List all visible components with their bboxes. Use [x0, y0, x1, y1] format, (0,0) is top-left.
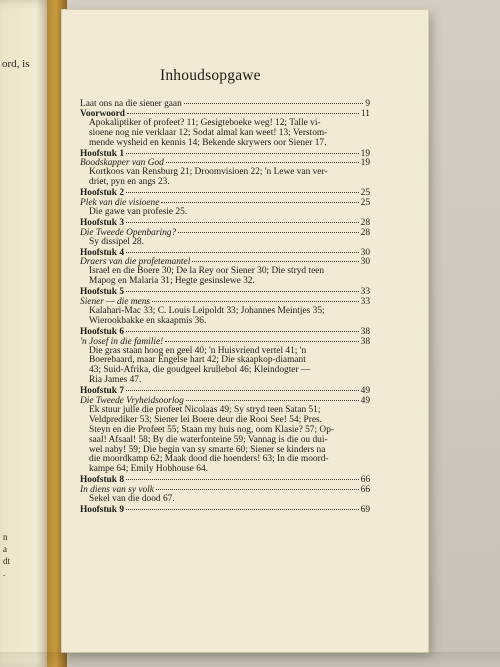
dot-leader: [186, 400, 359, 401]
toc-entry-label: Hoofstuk 1: [80, 148, 125, 159]
toc-description-line: Sy dissipel 28.: [89, 236, 144, 247]
toc-entry: [80, 475, 370, 485]
dot-leader: [126, 252, 359, 253]
toc-description-line: Veldprediker 53; Siener lei Boere deur die Rooi See! 54; Pres.: [89, 414, 323, 425]
toc-description-line: Ria James 47.: [89, 375, 142, 386]
dot-leader: [126, 509, 359, 510]
toc-page-number: 30: [360, 257, 370, 268]
toc-description-line: Wierookbakke en skaapmis 36.: [89, 315, 207, 326]
toc-entry-label: Plek van die visioene: [80, 198, 160, 208]
dot-leader: [166, 162, 359, 163]
toc-description-line: Sekel van die dood 67.: [89, 494, 175, 504]
toc-entry-label: In diens van sy volk: [80, 485, 154, 496]
toc-entry-label: Laat ons na die siener gaan: [80, 99, 182, 109]
toc-entry-label: Die Tweede Openbaring?: [80, 227, 177, 238]
dot-leader: [156, 489, 359, 490]
toc-page-number: 38: [360, 336, 370, 347]
toc-entry-label: Die Tweede Vryheidsoorlog: [80, 396, 184, 406]
toc-description-line: Die gawe van profesie 25.: [89, 206, 188, 217]
toc-description-line: Kortkoos van Rensburg 21; Droomvisioen 22; 'n Lewe van ver-: [89, 167, 328, 178]
toc-page-number: 38: [360, 326, 370, 337]
toc-page-number: 11: [360, 108, 370, 119]
toc-page-number: 33: [360, 297, 370, 307]
toc-description-line: kampe 64; Emily Hobhouse 64.: [89, 464, 208, 475]
toc-entry-label: Siener — die mens: [80, 297, 151, 307]
left-page-fragment: .: [3, 568, 6, 578]
dot-leader: [165, 341, 358, 342]
toc-page-number: 19: [360, 158, 370, 169]
left-page-fragment: n: [3, 532, 8, 542]
toc-entry: [80, 327, 370, 337]
toc-page-number: 25: [360, 188, 370, 199]
dot-leader: [126, 331, 359, 332]
toc-page-number: 66: [360, 485, 370, 496]
toc-entry: [80, 149, 370, 159]
dot-leader: [152, 301, 359, 302]
toc-entry-label: Boodskapper van God: [80, 158, 164, 169]
toc-description-line: Steyn en die Profeet 55; Staan my huis nog, oom Klasie? 57; Op-: [89, 424, 335, 435]
page-title: Inhoudsopgawe: [160, 67, 261, 84]
toc-description-line: Apokaliptiker of profeet? 11; Gesigteboeke weg! 12; Talle vi-: [89, 117, 321, 128]
left-page-fragment: a: [3, 544, 7, 554]
toc-page-number: 25: [360, 198, 370, 208]
toc-page-number: 66: [360, 475, 370, 486]
toc-description-line: Boerebaard, maar Engelse hart 42; Die skaapkop-diamant: [89, 355, 306, 366]
toc-entry-label: Hoofstuk 9: [80, 504, 125, 515]
left-page-fragment: dt: [3, 556, 11, 566]
dot-leader: [126, 222, 359, 223]
toc-description-line: Die gras staan hoog en geel 40; 'n Huisvriend vertel 41; 'n: [89, 345, 307, 356]
bottom-shadow: [0, 652, 500, 667]
toc-entry: [80, 188, 370, 198]
toc-page-number: 19: [360, 148, 370, 159]
toc-entry-label: Hoofstuk 3: [80, 217, 125, 228]
toc-entry-label: Hoofstuk 4: [80, 247, 125, 258]
toc-page-number: 49: [360, 386, 370, 397]
toc-entry: [80, 218, 370, 228]
toc-description-line: die moordkamp 62; Maak dood die hoenders! 63; In die moord-: [89, 454, 329, 465]
toc-page-number: 33: [360, 287, 370, 298]
toc-entry: [80, 386, 370, 396]
toc-page-number: 30: [360, 247, 370, 258]
left-book-page: [0, 0, 52, 667]
toc-description-line: saal! Afsaal! 58; By die waterfonteine 59; Vannag is die ou dui-: [89, 434, 328, 445]
dot-leader: [126, 192, 359, 193]
toc-entry-label: Hoofstuk 5: [80, 287, 125, 298]
dot-leader: [192, 261, 358, 262]
dot-leader: [184, 103, 364, 104]
toc-entry-label: Draers van die profetemantel: [80, 257, 191, 268]
toc-description-line: mende wysheid en kennis 14; Bekende skrywers oor Siener 17.: [89, 137, 327, 148]
dot-leader: [178, 232, 358, 233]
toc-description-line: 43; Suid-Afrika, die goudgeel krullebol 46; Kleindogter —: [89, 365, 311, 376]
toc-entry-label: Voorwoord: [80, 108, 125, 119]
toc-entry: [80, 99, 370, 109]
toc-page-number: 69: [360, 504, 370, 515]
toc-description-line: driet, pyn en angs 23.: [89, 177, 170, 188]
dot-leader: [126, 153, 359, 154]
toc-page-number: 49: [360, 396, 370, 406]
toc-entry: [80, 287, 370, 297]
dot-leader: [127, 113, 359, 114]
toc-description-line: Israel en die Boere 30; De la Rey oor Siener 30; Die stryd teen: [89, 266, 325, 277]
toc-entry-label: Hoofstuk 2: [80, 188, 125, 199]
toc-page-number: 28: [360, 227, 370, 238]
dot-leader: [161, 202, 358, 203]
toc-description-line: sioene nog nie verklaar 12; Sodat almal kan weet! 13; Verstom-: [89, 127, 328, 138]
toc-page-number: 28: [360, 217, 370, 228]
toc-entry-label: Hoofstuk 8: [80, 475, 125, 486]
toc-entry: [80, 505, 370, 515]
toc-entry-label: 'n Josef in die familie!: [80, 336, 164, 347]
toc-description-line: wel naby! 59; Die begin van sy smarte 60; Siener se kinders na: [89, 444, 326, 455]
toc-description-line: Ek stuur julle die profeet Nicolaas 49; Sy stryd teen Satan 51;: [89, 404, 321, 415]
toc-description-line: Kalahari-Mac 33; C. Louis Leipoldt 33; Johannes Meintjes 35;: [89, 305, 325, 316]
toc-entry-label: Hoofstuk 6: [80, 326, 125, 337]
dot-leader: [126, 479, 359, 480]
dot-leader: [126, 390, 359, 391]
left-page-fragment: ord, is: [2, 58, 30, 70]
dot-leader: [126, 291, 359, 292]
toc-page-number: 9: [365, 99, 370, 109]
toc-entry: [80, 248, 370, 258]
toc-entry-label: Hoofstuk 7: [80, 386, 125, 397]
toc-description-line: Mapog en Malaria 31; Hegte gesinslewe 32.: [89, 276, 255, 287]
